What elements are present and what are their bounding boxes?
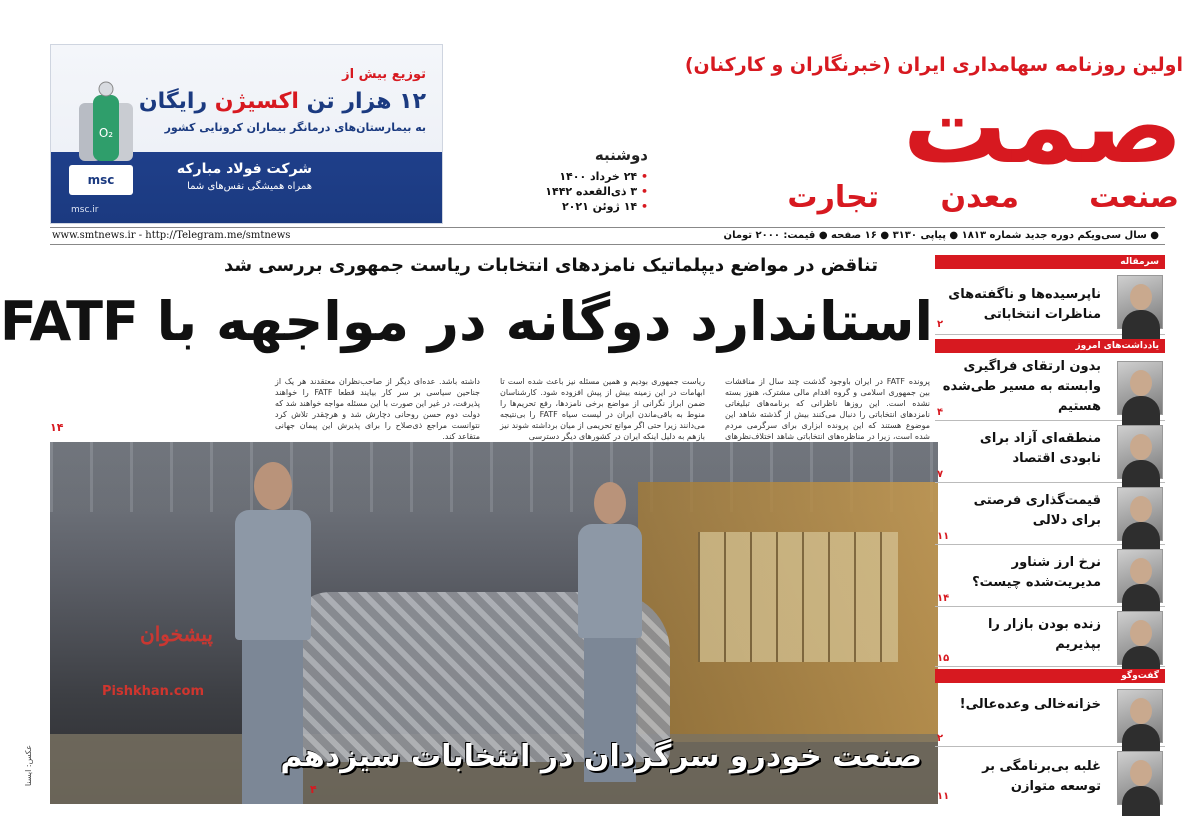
website-links[interactable]: www.smtnews.ir - http://Telegram.me/smtnews: [52, 230, 291, 241]
logo-sub-word-3: تجارت: [787, 180, 879, 215]
lead-article: [50, 376, 930, 441]
author-photo: [1117, 361, 1163, 415]
newspaper-tagline: اولین روزنامه سهامداری ایران (خبرنگاران و کارکنان): [684, 54, 1183, 76]
date-solar: • ۲۴ خرداد ۱۴۰۰: [528, 169, 648, 184]
watermark-english: Pishkhan.com: [102, 684, 205, 699]
page-number: ۱۱: [937, 791, 950, 802]
author-photo: [1117, 689, 1163, 743]
page-number: ۴: [937, 407, 944, 418]
sidebar-item-title: خزانه‌خالی وعده‌عالی!: [959, 697, 1101, 712]
page-number: ۲: [937, 319, 944, 330]
svg-text:O₂: O₂: [98, 126, 114, 140]
author-photo: [1117, 275, 1163, 329]
continue-page-number: ۱۴: [50, 421, 64, 434]
sidebar-item[interactable]: [935, 483, 1165, 545]
page-number: ۷: [937, 469, 944, 480]
author-photo: [1117, 549, 1163, 603]
watermark-persian: پیشخوان: [140, 622, 213, 646]
page-number: ۱۵: [937, 653, 950, 664]
sidebar-item[interactable]: [935, 271, 1165, 335]
sidebar-item-title: غلبه بی‌برنامگی بر توسعه متوازن: [982, 759, 1101, 794]
worker-figure-2: [570, 482, 650, 782]
ad-line-3: به بیمارستان‌های درمانگر بیماران کرونایی کشور: [164, 121, 426, 134]
article-column-1: پرونده FATF در ایران باوجود گذشت چند سال از مناقشات بین جمهوری اسلامی و گروه اقدام مالی مشترک، هنوز بسته نشده است. این روزها ناظرانی که برنامه‌های تبلیغاتی نامزدهای انتخاباتی را دنبال می‌کنند بیش از گذشته شاهد این موضوع هستند که این پرونده ابزاری برای سرگرمی‌ مردم شده است، زیرا در مناظره‌های انتخاباتی شاهد اختلاف‌نظرهای: [725, 377, 930, 441]
sidebar-item[interactable]: [935, 607, 1165, 667]
sidebar: [935, 255, 1165, 810]
ad-slogan: همراه همیشگی نفس‌های شما: [187, 181, 312, 192]
author-photo: [1117, 611, 1163, 665]
main-photo[interactable]: [50, 442, 938, 804]
logo-subtitle: [679, 180, 1179, 220]
issue-date: [528, 148, 648, 214]
ad-company: شرکت فولاد مبارکه: [176, 161, 312, 177]
date-lunar: • ۳ ذی‌القعده ۱۴۴۲: [528, 184, 648, 199]
ad-line-2-c: رایگان: [138, 89, 215, 114]
main-headline[interactable]: استاندارد دوگانه در مواجهه با FATF: [0, 290, 933, 353]
sidebar-item-title: نرخ ارز شناور مدیریت‌شده چیست؟: [972, 555, 1101, 590]
sidebar-item[interactable]: [935, 355, 1165, 421]
sidebar-item-title: قیمت‌گذاری فرصتی برای دلالی: [973, 493, 1101, 528]
ad-line-2-b: اکسیژن: [214, 89, 299, 114]
author-photo: [1117, 751, 1163, 805]
photo-page-number: ۴: [310, 783, 317, 796]
issue-info-bar: [50, 227, 1165, 245]
logo-sub-word-1: صنعت: [1089, 180, 1179, 215]
date-gregorian: • ۱۴ ژوئن ۲۰۲۱: [528, 199, 648, 214]
issue-details: ● سال سی‌ویکم دوره جدید شماره ۱۸۱۳ ● پیاپی ۳۱۳۰ ● ۱۶ صفحه ● قیمت: ۲۰۰۰ تومان: [723, 230, 1159, 241]
ad-line-2-a: ۱۲ هزار تن: [298, 89, 426, 114]
section-head-editorial: سرمقاله: [935, 255, 1165, 269]
page-number: ۱۴: [937, 593, 950, 604]
page-number: ۱۱: [937, 531, 950, 542]
oxygen-tank-icon: [71, 81, 141, 165]
section-head-notes: یادداشت‌های امروز: [935, 339, 1165, 353]
photo-credit: عکس: ایسنا: [24, 745, 33, 787]
ad-line-2: [139, 89, 426, 114]
ad-brand-logo: msc: [69, 165, 133, 195]
logo-wordmark: صمت: [902, 65, 1183, 187]
section-head-interview: گفت‌وگو: [935, 669, 1165, 683]
photo-headline[interactable]: صنعت خودرو سرگردان در انتخابات سیزدهم: [280, 739, 922, 774]
sidebar-item[interactable]: [935, 421, 1165, 483]
author-photo: [1117, 487, 1163, 541]
factory-window: [698, 532, 898, 662]
headline-kicker: تناقض در مواضع دیپلماتیک نامزدهای انتخابات ریاست جمهوری بررسی شد: [223, 255, 879, 276]
sidebar-item[interactable]: [935, 685, 1165, 747]
ad-website[interactable]: msc.ir: [71, 205, 99, 215]
logo-sub-word-2: معدن: [940, 180, 1019, 215]
page-number: ۲: [937, 733, 944, 744]
sidebar-item-title: منطقه‌ای آزاد برای نابودی اقتصاد: [979, 431, 1101, 466]
author-photo: [1117, 425, 1163, 479]
article-column-3: داشته باشد. عده‌ای دیگر از صاحب‌نظران معتقدند هر یک از جناحین سیاسی بر سر کار بیایند قطعا FATF را خواهند پذیرفت، در غیر این صورت با این مسئله مواجه خواهند شد که دولت دوم حسن روحانی دچارش شد و هرچقدر تلاش کرد نتوانست مراجع ذی‌صلاح را برای پذیرش این پیمان جهانی متقاعد کند.: [275, 377, 480, 441]
article-column-2: ریاست جمهوری بودیم و همین مسئله نیز باعث شده است تا ابهامات در این زمینه بیش از پیش افزوده شود. کارشناسان ضمن ابراز نگرانی از مواضع برخی نامزدها، رفع تحریم‌ها را منوط به باقی‌ماندن ایران در لیست سیاه FATF را بی‌نتیجه می‌دانند زیرا حتی اگر موانع تحریمی از میان برداشته شوند نیز بازهم به دلیل اینکه ایران در کشورهای دیگر دسترسی: [500, 377, 705, 441]
sidebar-item-title: ناپرسیده‌ها و ناگفته‌های مناظرات انتخاباتی: [948, 287, 1101, 322]
ad-line-1: توزیع بیش از: [342, 67, 426, 82]
sidebar-item[interactable]: [935, 747, 1165, 807]
sidebar-item-title: زنده بودن بازار را بپذیریم: [987, 617, 1101, 652]
sidebar-item-title: بدون ارتقای فراگیری وابسته به مسیر طی‌شده هستیم: [942, 359, 1101, 414]
advertisement-banner[interactable]: [50, 44, 443, 224]
weekday: دوشنبه: [594, 146, 648, 164]
sidebar-item[interactable]: [935, 545, 1165, 607]
